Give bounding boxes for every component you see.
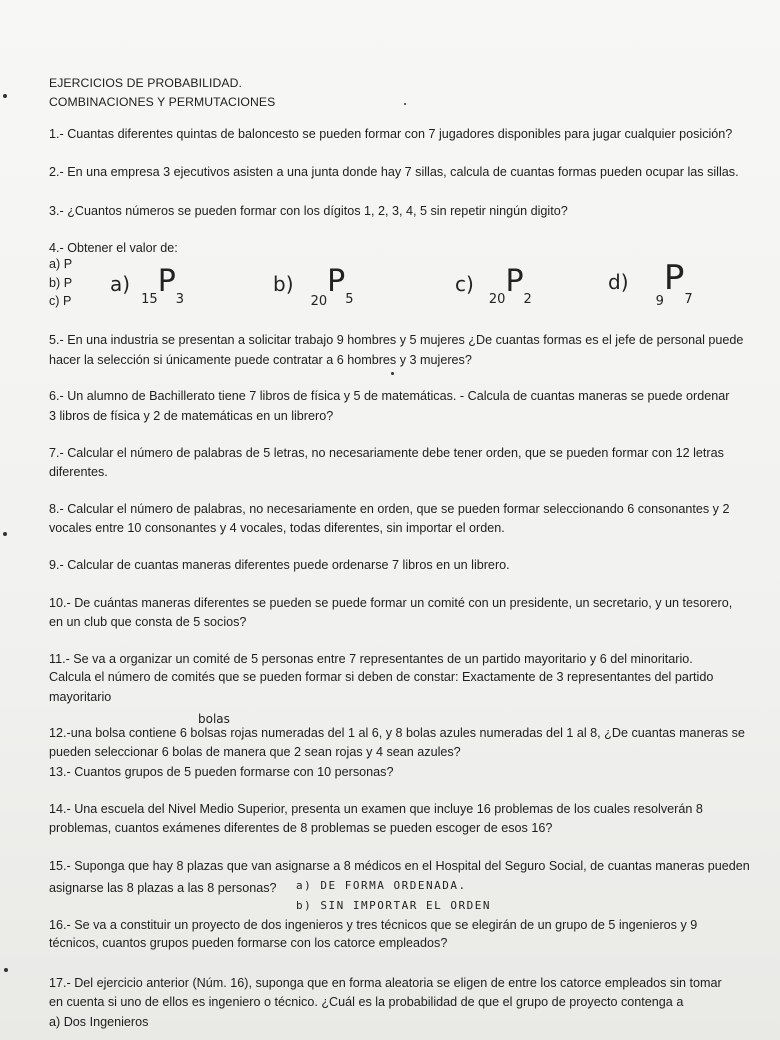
margin-dot <box>3 532 7 536</box>
question-13: 13.- Cuantos grupos de 5 pueden formarse con 10 personas? <box>49 765 394 779</box>
question-14-line-2: problemas, cuantos exámenes diferentes de 8 problemas se pueden escoger de esos 16? <box>49 821 553 835</box>
margin-dot <box>4 968 8 972</box>
question-12-line-2: pueden seleccionar 6 bolas de manera que 2 sean rojas y 4 sean azules? <box>49 745 461 759</box>
question-7-line-1: 7.- Calcular el número de palabras de 5 letras, no necesariamente debe tener orden, que se pueden formar con 12 letras <box>49 446 724 460</box>
question-17-line-1: 17.- Del ejercicio anterior (Núm. 16), suponga que en forma aleatoria se eligen de entre los catorce empleados sin tomar <box>49 976 722 990</box>
question-4-title: 4.- Obtener el valor de: <box>49 241 178 255</box>
question-12-line-1: 12.-una bolsa contiene 6 bolsas rojas numeradas del 1 al 6, y 8 bolas azules numeradas del 1 al 8, ¿De cuantas maneras se <box>49 726 745 740</box>
question-11-line-3: mayoritario <box>49 690 112 704</box>
question-11-line-1: 11.- Se va a organizar un comité de 5 personas entre 7 representantes de un partido mayoritario y 6 del minoritario. <box>49 652 693 666</box>
margin-dot <box>3 94 7 98</box>
question-11-line-2: Calcula el número de comités que se pueden formar si deben de constar: Exactamente de 3 representantes del partido <box>49 670 714 684</box>
handwritten-4b: b) $_{20}P_5$ <box>273 264 354 309</box>
question-16-line-2: técnicos, cuantos grupos pueden formarse con los catorce empleados? <box>49 936 448 950</box>
question-4a: a) P <box>49 257 73 271</box>
question-4c: c) P <box>49 294 72 308</box>
question-17-line-2: en cuenta si uno de ellos es ingeniero o técnico. ¿Cuál es la probabilidad de que el grupo de proyecto contenga a <box>49 995 684 1009</box>
question-5-line-2: hacer la selección si únicamente puede contratar a 6 hombres y 3 mujeres? <box>49 353 472 367</box>
worksheet-title: EJERCICIOS DE PROBABILIDAD. <box>49 76 243 90</box>
question-7-line-2: diferentes. <box>49 465 108 479</box>
question-9: 9.- Calcular de cuantas maneras diferentes puede ordenarse 7 libros en un librero. <box>49 558 510 572</box>
question-10-line-1: 10.- De cuántas maneras diferentes se pueden se puede formar un comité con un presidente, un secretario, y un tesorero, <box>49 596 733 610</box>
handwritten-note-bolas: bolas <box>198 712 230 726</box>
question-15-line-1: 15.- Suponga que hay 8 plazas que van asignarse a 8 médicos en el Hospital del Seguro Social, de cuantas maneras pueden <box>49 859 750 873</box>
question-6-line-1: 6.- Un alumno de Bachillerato tiene 7 libros de física y 5 de matemáticas. - Calcula de cuantas maneras se puede ordenar <box>49 389 730 403</box>
question-16-line-1: 16.- Se va a constituir un proyecto de dos ingenieros y tres técnicos que se elegirán de un grupo de 5 ingenieros y 9 <box>49 918 698 932</box>
worksheet-subtitle: COMBINACIONES Y PERMUTACIONES <box>49 95 276 109</box>
question-15-line-2: asignarse las 8 plazas a las 8 personas? <box>49 881 277 895</box>
handwritten-note-15b: b) SIN IMPORTAR EL ORDEN <box>296 899 491 912</box>
handwritten-4a: a) $_{15}P_3$ <box>110 264 185 307</box>
question-3: 3.- ¿Cuantos números se pueden formar con los dígitos 1, 2, 3, 4, 5 sin repetir ningún digito? <box>49 204 568 218</box>
handwritten-note-15a: a) DE FORMA ORDENADA. <box>296 879 467 892</box>
question-14-line-1: 14.- Una escuela del Nivel Medio Superior, presenta un examen que incluye 16 problemas de los cuales resolverán 8 <box>49 802 703 816</box>
question-8-line-2: vocales entre 10 consonantes y 4 vocales, todas diferentes, sin importar el orden. <box>49 521 505 535</box>
question-4b: b) P <box>49 276 73 290</box>
question-2: 2.- En una empresa 3 ejecutivos asisten a una junta donde hay 7 sillas, calcula de cuantas formas pueden ocupar las sillas. <box>49 165 739 179</box>
handwritten-4c: c) $_{20}P_2$ <box>455 264 532 307</box>
speck-dot <box>404 103 406 105</box>
question-6-line-2: 3 libros de física y 2 de matemáticas en un librero? <box>49 409 334 423</box>
speck-dot <box>391 372 394 375</box>
question-17a: a) Dos Ingenieros <box>49 1015 149 1029</box>
question-10-line-2: en un club que consta de 5 socios? <box>49 615 247 629</box>
question-8-line-1: 8.- Calcular el número de palabras, no necesariamente en orden, que se pueden formar seleccionando 6 consonantes y 2 <box>49 502 730 516</box>
question-5-line-1: 5.- En una industria se presentan a solicitar trabajo 9 hombres y 5 mujeres ¿De cuantas formas es el jefe de personal puede <box>49 333 744 347</box>
question-1: 1.- Cuantas diferentes quintas de baloncesto se pueden formar con 7 jugadores disponibles para jugar cualquier posición? <box>49 127 733 141</box>
handwritten-4d: d) $_9P_7$ <box>608 258 693 309</box>
